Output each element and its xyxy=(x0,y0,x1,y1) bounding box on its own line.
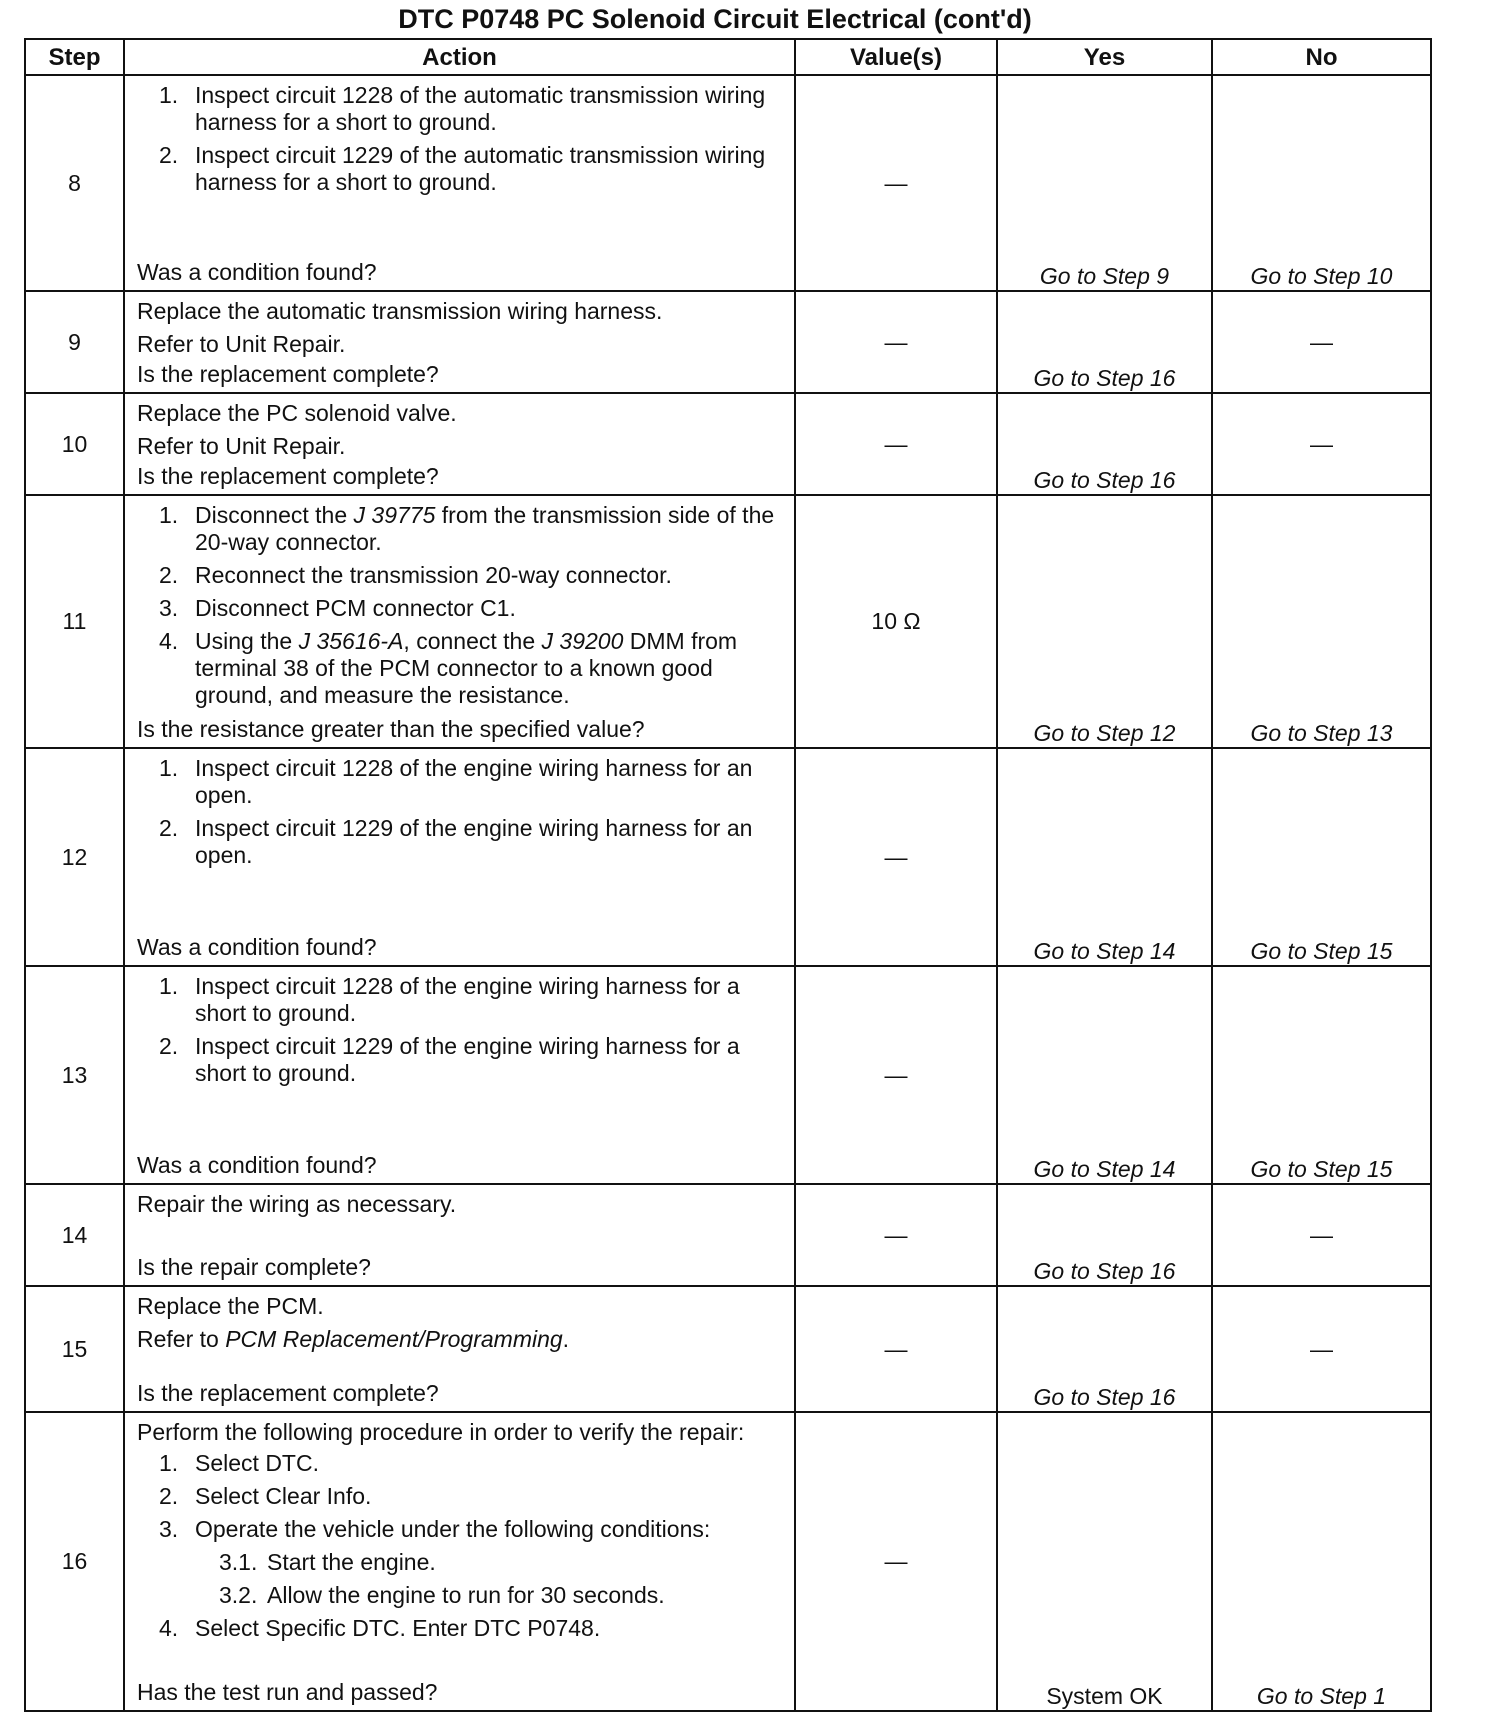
value-cell: — xyxy=(795,1412,997,1711)
action-question: Was a condition found? xyxy=(137,259,377,285)
no-cell: — xyxy=(1212,291,1431,393)
diagnostic-table xyxy=(24,38,1432,1712)
action-item: 2. Inspect circuit 1229 of the engine wiring harness for a short to ground. xyxy=(159,1033,740,1086)
action-item: 3. Operate the vehicle under the following conditions: xyxy=(159,1516,711,1542)
no-cell: — xyxy=(1212,393,1431,495)
step-number: 14 xyxy=(25,1184,124,1286)
action-cell xyxy=(124,1286,795,1412)
page-title: DTC P0748 PC Solenoid Circuit Electrical (cont'd) xyxy=(398,4,1032,34)
step-number: 12 xyxy=(25,748,124,966)
action-question: Is the resistance greater than the specified value? xyxy=(137,716,645,742)
table-row xyxy=(25,1412,1431,1711)
table-row xyxy=(25,748,1431,966)
action-line: Replace the PCM. xyxy=(137,1293,324,1319)
header-step: Step xyxy=(25,39,124,75)
value-cell: — xyxy=(795,966,997,1184)
action-subitem: 3.1. Start the engine. xyxy=(219,1549,436,1575)
yes-cell: Go to Step 14 xyxy=(997,748,1212,966)
step-number: 9 xyxy=(25,291,124,393)
action-item: 3. Disconnect PCM connector C1. xyxy=(159,595,516,621)
yes-cell: Go to Step 16 xyxy=(997,393,1212,495)
action-item: 1. Inspect circuit 1228 of the engine wiring harness for a short to ground. xyxy=(159,973,740,1026)
action-question: Is the replacement complete? xyxy=(137,1380,439,1406)
no-cell: — xyxy=(1212,1184,1431,1286)
action-question: Is the replacement complete? xyxy=(137,361,439,387)
yes-cell: Go to Step 16 xyxy=(997,1286,1212,1412)
action-item: 4. Using the J 35616-A, connect the J 39200 DMM from terminal 38 of the PCM connector to a known good ground, and measure the resistance. xyxy=(159,628,738,708)
action-line: Refer to PCM Replacement/Programming. xyxy=(137,1326,570,1352)
no-cell: Go to Step 15 xyxy=(1212,966,1431,1184)
action-cell xyxy=(124,291,795,393)
table-row xyxy=(25,1184,1431,1286)
table-row xyxy=(25,393,1431,495)
header-yes: Yes xyxy=(997,39,1212,75)
action-cell xyxy=(124,393,795,495)
step-number: 16 xyxy=(25,1412,124,1711)
action-item: 1. Inspect circuit 1228 of the automatic transmission wiring harness for a short to ground. xyxy=(159,82,766,135)
action-subitem: 3.2. Allow the engine to run for 30 seconds. xyxy=(219,1582,665,1608)
yes-cell: Go to Step 16 xyxy=(997,291,1212,393)
value-cell: — xyxy=(795,393,997,495)
action-item: 1. Select DTC. xyxy=(159,1450,319,1476)
action-item: 2. Inspect circuit 1229 of the automatic transmission wiring harness for a short to ground. xyxy=(159,142,766,195)
tool-reference: J 35616-A xyxy=(298,628,404,654)
header-values: Value(s) xyxy=(795,39,997,75)
yes-cell: System OK xyxy=(997,1412,1212,1711)
value-cell: — xyxy=(795,748,997,966)
header-no: No xyxy=(1212,39,1431,75)
no-cell: Go to Step 13 xyxy=(1212,495,1431,748)
header-action: Action xyxy=(124,39,795,75)
step-number: 8 xyxy=(25,75,124,291)
action-cell xyxy=(124,495,795,748)
action-item: 2. Select Clear Info. xyxy=(159,1483,372,1509)
action-cell xyxy=(124,75,795,291)
tool-reference: J 39200 xyxy=(541,628,624,654)
action-line: Repair the wiring as necessary. xyxy=(137,1191,457,1217)
action-question: Was a condition found? xyxy=(137,934,377,960)
step-number: 10 xyxy=(25,393,124,495)
step-number: 15 xyxy=(25,1286,124,1412)
table-row xyxy=(25,75,1431,291)
table-row xyxy=(25,966,1431,1184)
step-number: 13 xyxy=(25,966,124,1184)
action-line: Replace the PC solenoid valve. xyxy=(137,400,457,426)
yes-cell: Go to Step 14 xyxy=(997,966,1212,1184)
value-cell: — xyxy=(795,1184,997,1286)
yes-cell: Go to Step 16 xyxy=(997,1184,1212,1286)
action-question: Is the replacement complete? xyxy=(137,463,439,489)
action-line: Refer to Unit Repair. xyxy=(137,331,346,357)
action-cell xyxy=(124,1184,795,1286)
action-item: 2. Reconnect the transmission 20-way connector. xyxy=(159,562,672,588)
action-intro: Perform the following procedure in order to verify the repair: xyxy=(137,1419,745,1445)
value-cell: — xyxy=(795,1286,997,1412)
action-cell xyxy=(124,1412,795,1711)
action-item: 1. Disconnect the J 39775 from the transmission side of the 20-way connector. xyxy=(159,502,775,555)
step-number: 11 xyxy=(25,495,124,748)
value-cell: — xyxy=(795,75,997,291)
action-item: 2. Inspect circuit 1229 of the engine wiring harness for an open. xyxy=(159,815,753,868)
table-row xyxy=(25,291,1431,393)
action-question: Is the repair complete? xyxy=(137,1254,371,1280)
yes-cell: Go to Step 9 xyxy=(997,75,1212,291)
action-cell xyxy=(124,966,795,1184)
manual-reference: PCM Replacement/Programming xyxy=(225,1326,563,1352)
value-cell: 10 Ω xyxy=(795,495,997,748)
table-row xyxy=(25,495,1431,748)
no-cell: Go to Step 15 xyxy=(1212,748,1431,966)
action-line: Refer to Unit Repair. xyxy=(137,433,346,459)
action-item: 4. Select Specific DTC. Enter DTC P0748. xyxy=(159,1615,601,1641)
no-cell: Go to Step 1 xyxy=(1212,1412,1431,1711)
action-question: Has the test run and passed? xyxy=(137,1679,438,1705)
action-item: 1. Inspect circuit 1228 of the engine wiring harness for an open. xyxy=(159,755,753,808)
action-line: Replace the automatic transmission wiring harness. xyxy=(137,298,663,324)
table-row xyxy=(25,1286,1431,1412)
action-cell xyxy=(124,748,795,966)
tool-reference: J 39775 xyxy=(353,502,436,528)
value-cell: — xyxy=(795,291,997,393)
no-cell: Go to Step 10 xyxy=(1212,75,1431,291)
yes-cell: Go to Step 12 xyxy=(997,495,1212,748)
action-question: Was a condition found? xyxy=(137,1152,377,1178)
no-cell: — xyxy=(1212,1286,1431,1412)
table-header-row xyxy=(25,39,1431,75)
